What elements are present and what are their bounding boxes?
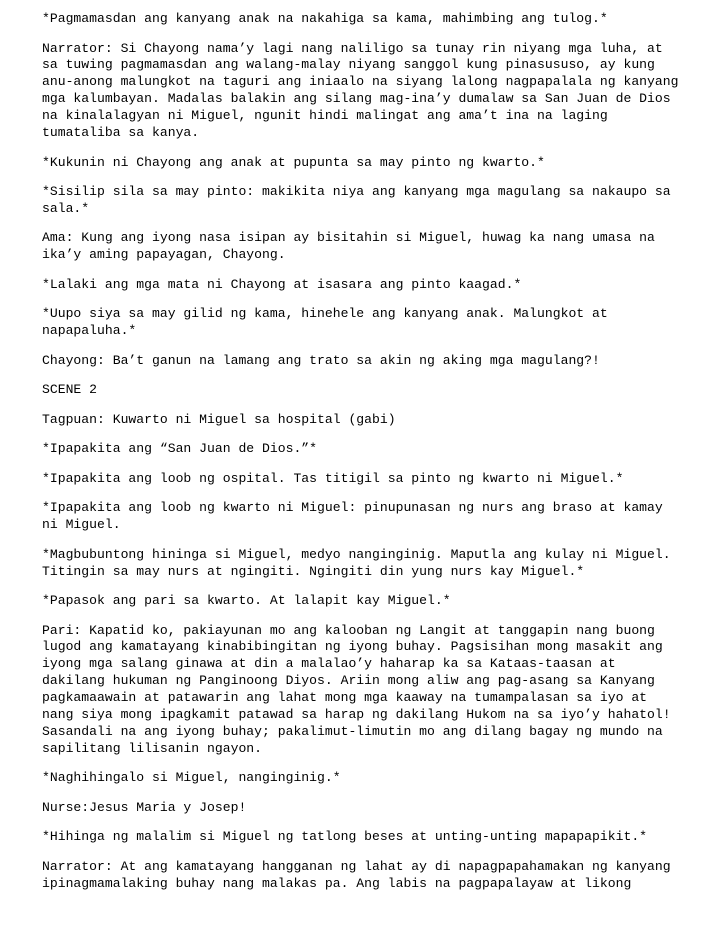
dialogue-paragraph: Nurse:Jesus Maria y Josep! (42, 799, 247, 815)
stage-direction-paragraph: *Pagmamasdan ang kanyang anak na nakahiga sa kama, mahimbing ang tulog.* (42, 11, 608, 26)
stage-direction-paragraph: *Papasok ang pari sa kwarto. At lalapit kay Miguel.* (42, 593, 451, 609)
stage-direction-paragraph: *Uupo siya sa may gilid ng kama, hinehele ang kanyang anak. Malungkot at napapaluha.* (42, 306, 608, 339)
stage-direction-paragraph: *Naghihingalo si Miguel, nanginginig.* (42, 770, 341, 786)
dialogue-paragraph: Chayong: Ba’t ganun na lamang ang trato sa akin ng aking mga magulang?! (42, 352, 600, 368)
stage-direction-paragraph: *Ipapakita ang loob ng ospital. Tas titigil sa pinto ng kwarto ni Miguel.* (42, 470, 624, 486)
setting-line: Tagpuan: Kuwarto ni Miguel sa hospital (gabi) (42, 411, 396, 427)
stage-direction-paragraph: *Magbubuntong hininga si Miguel, medyo nanginginig. Maputla ang kulay ni Miguel. Titingin sa may nurs at ngingiti. Ngingiti din yung nurs kay Miguel.* (42, 546, 671, 579)
dialogue-paragraph: Ama: Kung ang iyong nasa isipan ay bisitahin si Miguel, huwag ka nang umasa na ika’y aming papayagan, Chayong. (42, 230, 655, 263)
stage-direction-paragraph: *Ipapakita ang loob ng kwarto ni Miguel: pinupunasan ng nurs ang braso at kamay ni Miguel. (42, 500, 663, 533)
stage-direction-paragraph: *Lalaki ang mga mata ni Chayong at isasara ang pinto kaagad.* (42, 276, 522, 292)
stage-direction-paragraph: *Ipapakita ang “San Juan de Dios.”* (42, 441, 318, 457)
document-page (42, 11, 702, 905)
stage-direction-paragraph: *Kukunin ni Chayong ang anak at pupunta sa may pinto ng kwarto.* (42, 154, 545, 170)
stage-direction-paragraph: *Hihinga ng malalim si Miguel ng tatlong beses at unting-unting mapapapikit.* (42, 829, 648, 845)
dialogue-paragraph: Pari: Kapatid ko, pakiayunan mo ang kalooban ng Langit at tanggapin nang buong lugod ang kamatayang kinabibingitan ng iyong buhay. Pagsisihan mong masakit ang iyong mga salang ginawa at din a malalao’y haharap ka sa Kataas-taasan at dakilang hukuman ng Panginoong Diyos. Ariin mong aliw ang pag-asang sa Kanyang pagkamaawain at patawarin ang lahat mong mga kaaway na tumampalasan sa iyo at nang siya mong ipagkamit patawad sa harap ng dakilang Hukom na sa iyo’y hahatol! Sasandali na ang iyong buhay; pakalimut-limutin mo ang dilang bagay ng mundo na sapilitang lilisanin ngayon. (42, 622, 671, 756)
narrator-paragraph: Narrator: At ang kamatayang hangganan ng lahat ay di napagpapahamakan ng kanyang ipinagmamalaking buhay nang malakas pa. Ang labis na pagpapalayaw at likong (42, 858, 671, 891)
narrator-paragraph: Narrator: Si Chayong nama’y lagi nang naliligo sa tunay rin niyang mga luha, at sa tuwing pagmamasdan ang walang-malay niyang sanggol kung pinasususo, ay kung anu-anong malungkot na taguri ang iniaalo na siyang lalong nagpapalala ng kanyang mga kalumbayan. Madalas balakin ang silang mag-ina’y dumalaw sa San Juan de Dios na kinalalagyan ni Miguel, ngunit hindi malingat ang ama’t ina na laging tumataliba sa kanya. (42, 40, 679, 141)
scene-heading: SCENE 2 (42, 382, 98, 398)
stage-direction-paragraph: *Sisilip sila sa may pinto: makikita niya ang kanyang mga magulang sa nakaupo sa sala.* (42, 184, 671, 216)
